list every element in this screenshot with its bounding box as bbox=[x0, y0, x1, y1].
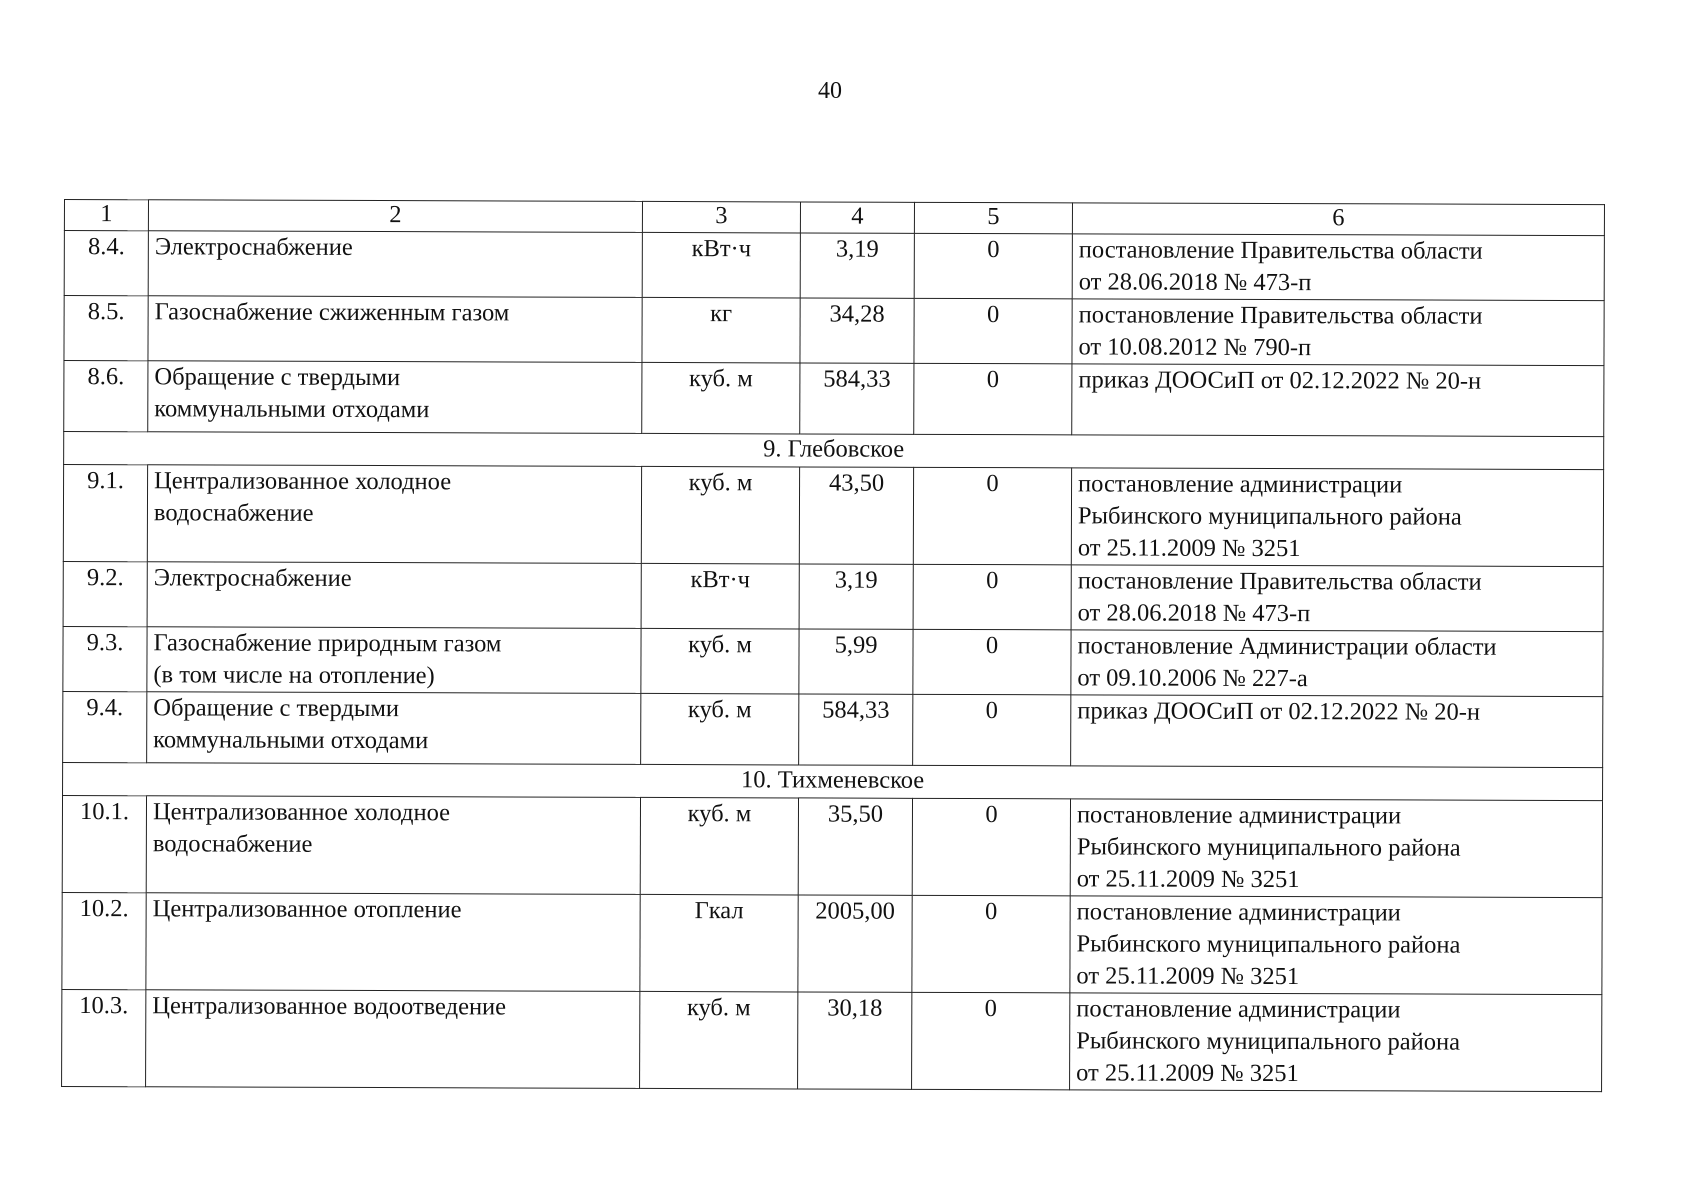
unit: кВт·ч bbox=[641, 563, 799, 629]
norm-value: 34,28 bbox=[800, 298, 914, 363]
norm-value: 2005,00 bbox=[798, 895, 912, 992]
legal-basis-line: постановление Правительства области bbox=[1078, 301, 1483, 330]
legal-basis-line: постановление администрации bbox=[1076, 995, 1401, 1024]
row-number: 10.2. bbox=[62, 892, 146, 989]
legal-basis bbox=[1071, 630, 1603, 697]
section-row bbox=[63, 762, 1603, 800]
col5-value: 0 bbox=[912, 895, 1070, 993]
column-number: 1 bbox=[64, 200, 148, 231]
col5-value: 0 bbox=[912, 798, 1070, 896]
column-number: 3 bbox=[642, 201, 800, 233]
column-number: 2 bbox=[148, 200, 642, 233]
unit: куб. м bbox=[641, 628, 799, 694]
table-row bbox=[62, 892, 1602, 994]
col5-value: 0 bbox=[914, 298, 1072, 364]
service-name bbox=[146, 796, 640, 895]
legal-basis-line: постановление Правительства области bbox=[1077, 567, 1482, 596]
norm-value: 43,50 bbox=[799, 467, 913, 564]
section-title: 9. Глебовское bbox=[64, 432, 1604, 470]
legal-basis-line: постановление администрации bbox=[1076, 801, 1402, 830]
column-number: 6 bbox=[1072, 203, 1604, 236]
col5-value: 0 bbox=[914, 233, 1072, 299]
unit: куб. м bbox=[641, 466, 799, 564]
unit: куб. м bbox=[642, 362, 800, 434]
page-number: 40 bbox=[818, 78, 842, 104]
table-row bbox=[63, 626, 1603, 696]
legal-basis bbox=[1072, 234, 1604, 301]
row-number: 9.1. bbox=[63, 465, 147, 562]
service-name-line: коммунальными отходами bbox=[154, 395, 430, 424]
legal-basis bbox=[1071, 565, 1603, 632]
norm-value: 584,33 bbox=[799, 694, 913, 765]
legal-basis-line: от 25.11.2009 № 3251 bbox=[1077, 534, 1301, 563]
legal-basis-line: от 25.11.2009 № 3251 bbox=[1076, 962, 1300, 991]
legal-basis-line: постановление Правительства области bbox=[1078, 236, 1483, 265]
service-name-line: Обращение с твердыми bbox=[153, 694, 400, 723]
service-name: Электроснабжение bbox=[148, 231, 642, 298]
legal-basis-line: Рыбинского муниципального района bbox=[1077, 502, 1462, 531]
service-name-line: водоснабжение bbox=[153, 499, 314, 527]
service-name bbox=[147, 465, 641, 564]
legal-basis-line: от 28.06.2018 № 473-п bbox=[1077, 599, 1311, 628]
row-number: 9.2. bbox=[63, 561, 147, 626]
service-name-line: Централизованное холодное bbox=[154, 467, 452, 496]
service-name: Централизованное водоотведение bbox=[146, 990, 640, 1089]
col5-value: 0 bbox=[913, 629, 1071, 695]
section-title: 10. Тихменевское bbox=[63, 762, 1603, 800]
norm-value: 584,33 bbox=[800, 363, 914, 434]
legal-basis-line: от 28.06.2018 № 473-п bbox=[1078, 268, 1312, 297]
norm-value: 30,18 bbox=[798, 992, 912, 1089]
legal-basis-line: постановление Администрации области bbox=[1077, 632, 1497, 661]
row-number: 9.3. bbox=[63, 626, 147, 691]
legal-basis-line: постановление администрации bbox=[1078, 470, 1403, 499]
col5-value: 0 bbox=[913, 467, 1071, 565]
legal-basis-line: Рыбинского муниципального района bbox=[1076, 930, 1461, 959]
service-name bbox=[148, 361, 642, 434]
legal-basis-line: Рыбинского муниципального района bbox=[1076, 833, 1461, 862]
row-number: 10.1. bbox=[62, 795, 146, 892]
row-number: 9.4. bbox=[63, 691, 147, 762]
unit: кВт·ч bbox=[642, 232, 800, 298]
table-row bbox=[63, 465, 1603, 567]
service-name: Газоснабжение сжиженным газом bbox=[148, 296, 642, 363]
col5-value: 0 bbox=[914, 363, 1072, 435]
norm-value: 35,50 bbox=[798, 798, 912, 895]
legal-basis bbox=[1070, 993, 1602, 1092]
legal-basis-line: от 25.11.2009 № 3251 bbox=[1076, 865, 1300, 894]
row-number: 10.3. bbox=[62, 989, 146, 1086]
norm-value: 3,19 bbox=[799, 564, 913, 629]
legal-basis-line: от 09.10.2006 № 227-а bbox=[1077, 664, 1308, 693]
service-name-line: Централизованное холодное bbox=[152, 798, 451, 827]
table-row bbox=[64, 361, 1604, 437]
table-row bbox=[62, 795, 1602, 897]
row-number: 8.5. bbox=[64, 296, 148, 361]
legal-basis bbox=[1070, 896, 1602, 995]
legal-basis bbox=[1070, 799, 1602, 898]
row-number: 8.6. bbox=[64, 361, 148, 432]
unit: куб. м bbox=[640, 991, 798, 1089]
service-name-line: Обращение с твердыми bbox=[154, 363, 401, 392]
legal-basis bbox=[1071, 468, 1603, 567]
table-row bbox=[64, 231, 1604, 301]
unit: Гкал bbox=[640, 894, 798, 992]
column-number: 5 bbox=[914, 202, 1072, 234]
unit: кг bbox=[642, 297, 800, 363]
row-number: 8.4. bbox=[64, 231, 148, 296]
service-name-line: водоснабжение bbox=[152, 830, 313, 858]
service-name-line: коммунальными отходами bbox=[153, 726, 429, 755]
legal-basis bbox=[1072, 299, 1604, 366]
norm-value: 3,19 bbox=[800, 233, 914, 298]
column-number-row bbox=[64, 200, 1604, 236]
col5-value: 0 bbox=[913, 564, 1071, 630]
service-name bbox=[147, 627, 641, 694]
table-row bbox=[62, 989, 1602, 1091]
service-name-line: (в том числе на отопление) bbox=[153, 661, 435, 690]
section-row bbox=[64, 432, 1604, 470]
table-row bbox=[63, 561, 1603, 631]
service-name: Централизованное отопление bbox=[146, 893, 640, 992]
legal-basis-line: от 10.08.2012 № 790-п bbox=[1078, 333, 1312, 362]
col5-value: 0 bbox=[912, 992, 1070, 1090]
tariff-table bbox=[61, 199, 1605, 1092]
unit: куб. м bbox=[641, 693, 799, 765]
table-row bbox=[64, 296, 1604, 366]
legal-basis-line: постановление администрации bbox=[1076, 898, 1401, 927]
col5-value: 0 bbox=[913, 694, 1071, 766]
legal-basis-line: от 25.11.2009 № 3251 bbox=[1076, 1059, 1299, 1088]
column-number: 4 bbox=[800, 202, 914, 233]
service-name: Электроснабжение bbox=[147, 562, 641, 629]
legal-basis-line: Рыбинского муниципального района bbox=[1076, 1027, 1461, 1056]
table-row bbox=[63, 691, 1603, 767]
service-name-line: Газоснабжение природным газом bbox=[153, 629, 502, 658]
norm-value: 5,99 bbox=[799, 629, 913, 694]
unit: куб. м bbox=[640, 797, 798, 895]
legal-basis: приказ ДООСиП от 02.12.2022 № 20-н bbox=[1072, 364, 1604, 437]
legal-basis: приказ ДООСиП от 02.12.2022 № 20-н bbox=[1071, 695, 1603, 768]
service-name bbox=[147, 692, 641, 765]
